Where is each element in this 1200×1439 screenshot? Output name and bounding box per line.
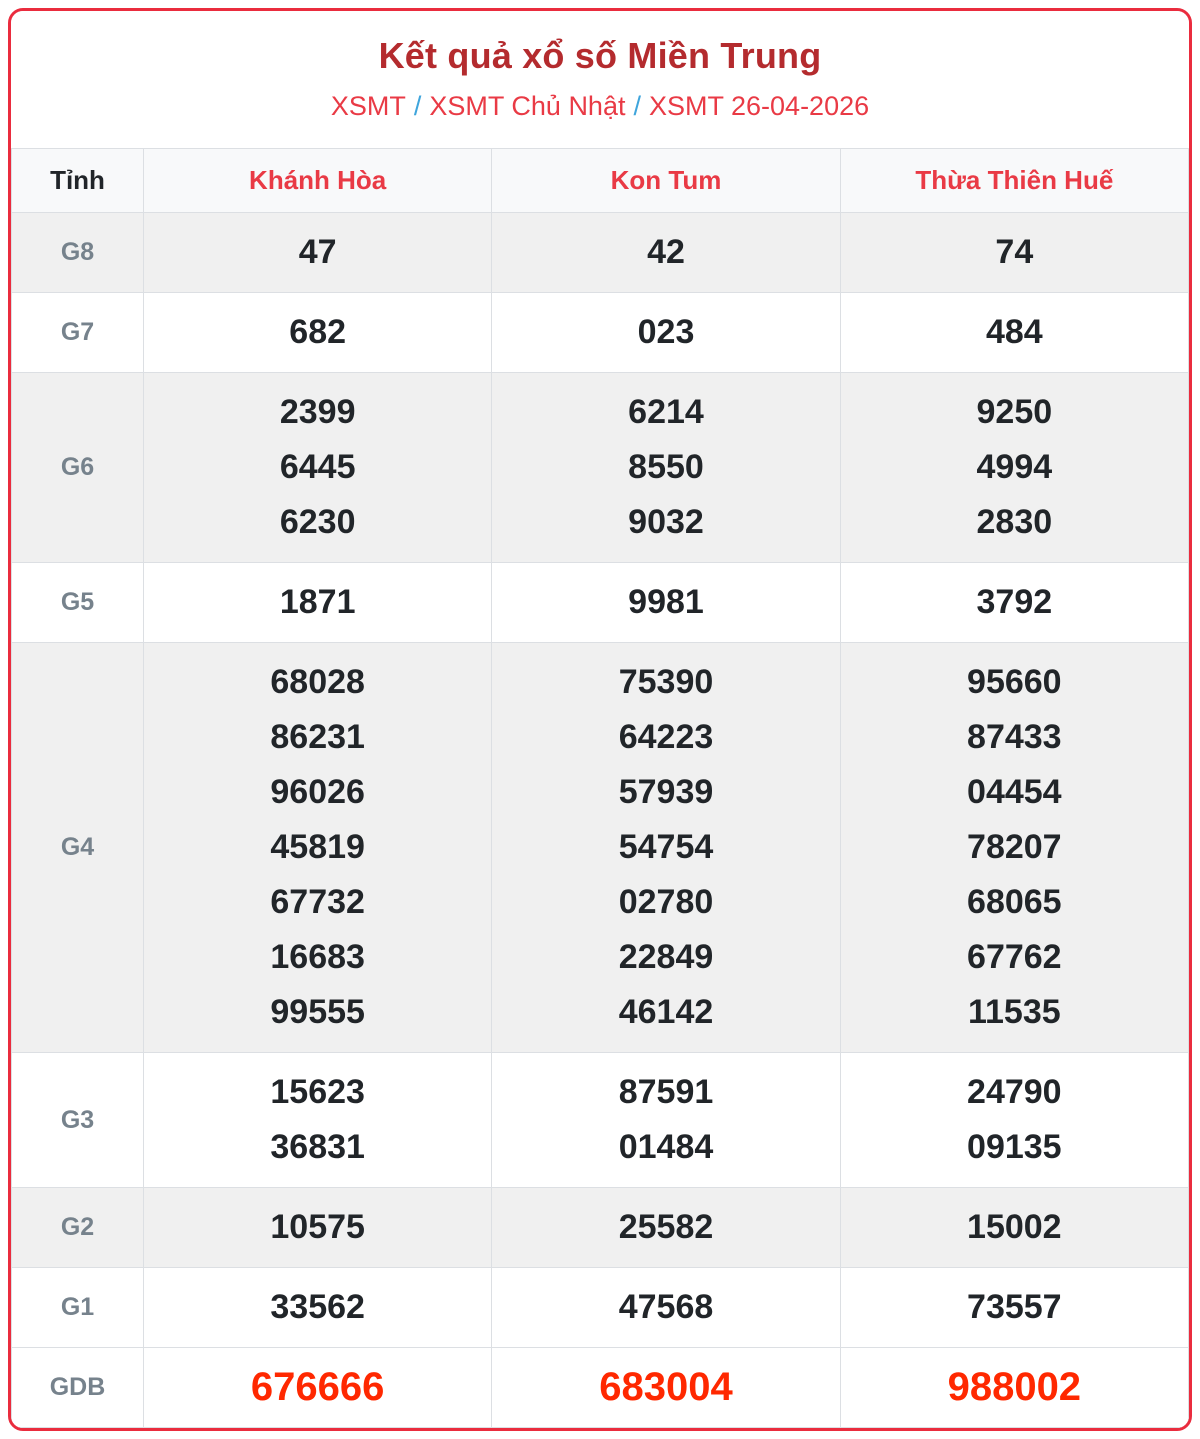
prize-label: GDB bbox=[12, 1348, 144, 1428]
result-number: 4994 bbox=[976, 448, 1053, 486]
result-cell bbox=[144, 1188, 492, 1268]
result-number: 023 bbox=[637, 313, 695, 351]
result-number: 87591 bbox=[618, 1073, 714, 1111]
result-cell bbox=[492, 643, 840, 1053]
result-number: 682 bbox=[289, 313, 347, 351]
result-number: 86231 bbox=[270, 718, 365, 756]
result-number: 47568 bbox=[618, 1288, 714, 1326]
breadcrumb-link-xsmt-weekday[interactable]: XSMT Chủ Nhật bbox=[429, 91, 626, 121]
prize-label: G8 bbox=[12, 213, 144, 293]
result-number: 04454 bbox=[967, 773, 1062, 811]
result-number: 78207 bbox=[967, 828, 1062, 866]
result-cell bbox=[144, 1268, 492, 1348]
result-cell bbox=[144, 213, 492, 293]
result-number: 3792 bbox=[976, 583, 1053, 621]
result-number: 11535 bbox=[967, 993, 1061, 1031]
result-number: 67762 bbox=[967, 938, 1062, 976]
result-number: 73557 bbox=[967, 1288, 1062, 1326]
breadcrumb-separator: / bbox=[413, 91, 422, 121]
result-cell bbox=[492, 1188, 840, 1268]
result-number: 01484 bbox=[618, 1128, 714, 1166]
result-cell bbox=[144, 643, 492, 1053]
result-number: 33562 bbox=[270, 1288, 365, 1326]
breadcrumb-separator: / bbox=[633, 91, 641, 121]
result-number: 57939 bbox=[618, 773, 714, 811]
result-number: 10575 bbox=[270, 1208, 365, 1246]
result-number: 2830 bbox=[976, 503, 1053, 541]
results-body bbox=[12, 213, 1189, 1428]
result-number: 16683 bbox=[270, 938, 365, 976]
result-cell bbox=[492, 373, 840, 563]
result-number: 67732 bbox=[270, 883, 365, 921]
column-header-kon-tum[interactable]: Kon Tum bbox=[492, 149, 840, 213]
result-number: 6214 bbox=[628, 393, 704, 431]
breadcrumb-link-xsmt-date[interactable]: XSMT 26-04-2026 bbox=[649, 91, 870, 121]
result-number: 8550 bbox=[628, 448, 704, 486]
result-number: 99555 bbox=[270, 993, 365, 1031]
prize-row-g4 bbox=[12, 643, 1189, 1053]
result-number: 75390 bbox=[618, 663, 714, 701]
result-number: 09135 bbox=[967, 1128, 1062, 1166]
result-number: 42 bbox=[647, 233, 685, 271]
prize-label: G1 bbox=[12, 1268, 144, 1348]
lottery-results-card bbox=[8, 8, 1192, 1431]
result-number: 6445 bbox=[279, 448, 356, 486]
prize-row-g5 bbox=[12, 563, 1189, 643]
result-number: 683004 bbox=[599, 1365, 733, 1409]
result-number: 36831 bbox=[270, 1128, 365, 1166]
prize-row-gdb bbox=[12, 1348, 1189, 1428]
result-number: 24790 bbox=[967, 1073, 1062, 1111]
result-cell bbox=[840, 373, 1188, 563]
result-number: 484 bbox=[985, 313, 1043, 351]
result-cell bbox=[144, 563, 492, 643]
result-cell bbox=[840, 293, 1188, 373]
result-number: 15623 bbox=[270, 1073, 365, 1111]
prize-label: G7 bbox=[12, 293, 144, 373]
result-cell bbox=[144, 373, 492, 563]
result-number: 87433 bbox=[967, 718, 1062, 756]
result-cell bbox=[840, 1348, 1188, 1428]
page-title: Kết quả xổ số Miền Trung bbox=[378, 35, 822, 76]
result-number: 54754 bbox=[618, 828, 714, 866]
table-header-row bbox=[12, 149, 1189, 213]
result-number: 96026 bbox=[270, 773, 365, 811]
result-cell bbox=[840, 643, 1188, 1053]
card-header bbox=[11, 11, 1189, 148]
result-number: 95660 bbox=[967, 663, 1062, 701]
prize-row-g3 bbox=[12, 1053, 1189, 1188]
prize-row-g8 bbox=[12, 213, 1189, 293]
results-table bbox=[11, 148, 1189, 1428]
result-number: 6230 bbox=[279, 503, 356, 541]
result-cell bbox=[840, 1053, 1188, 1188]
result-cell bbox=[492, 1348, 840, 1428]
result-number: 15002 bbox=[967, 1208, 1062, 1246]
result-cell bbox=[840, 563, 1188, 643]
result-number: 46142 bbox=[618, 993, 714, 1031]
result-cell bbox=[492, 293, 840, 373]
prize-label: G4 bbox=[12, 643, 144, 1053]
column-header-khanh-hoa[interactable]: Khánh Hòa bbox=[144, 149, 492, 213]
result-number: 22849 bbox=[618, 938, 714, 976]
prize-row-g2 bbox=[12, 1188, 1189, 1268]
result-number: 2399 bbox=[279, 393, 356, 431]
result-number: 1871 bbox=[279, 583, 356, 621]
prize-row-g1 bbox=[12, 1268, 1189, 1348]
result-number: 9250 bbox=[976, 393, 1053, 431]
result-cell bbox=[840, 1188, 1188, 1268]
result-cell bbox=[492, 213, 840, 293]
result-number: 25582 bbox=[618, 1208, 714, 1246]
prize-label: G3 bbox=[12, 1053, 144, 1188]
result-cell bbox=[144, 1348, 492, 1428]
result-number: 988002 bbox=[947, 1365, 1082, 1409]
result-number: 68065 bbox=[967, 883, 1062, 921]
result-number: 9032 bbox=[628, 503, 704, 541]
result-number: 676666 bbox=[250, 1365, 385, 1409]
result-cell bbox=[492, 563, 840, 643]
result-cell bbox=[840, 1268, 1188, 1348]
prize-label: G2 bbox=[12, 1188, 144, 1268]
result-number: 02780 bbox=[618, 883, 714, 921]
result-number: 64223 bbox=[618, 718, 714, 756]
prize-row-g6 bbox=[12, 373, 1189, 563]
column-header-thua-thien-hue[interactable]: Thừa Thiên Huế bbox=[840, 149, 1188, 213]
result-cell bbox=[144, 1053, 492, 1188]
result-number: 47 bbox=[298, 233, 337, 271]
result-number: 9981 bbox=[628, 583, 704, 621]
breadcrumb bbox=[21, 91, 1179, 122]
result-number: 68028 bbox=[270, 663, 365, 701]
result-cell bbox=[840, 213, 1188, 293]
breadcrumb-link-xsmt[interactable]: XSMT bbox=[330, 91, 406, 121]
result-cell bbox=[144, 293, 492, 373]
prize-row-g7 bbox=[12, 293, 1189, 373]
result-number: 45819 bbox=[270, 828, 365, 866]
result-cell bbox=[492, 1268, 840, 1348]
column-header-province: Tỉnh bbox=[12, 149, 144, 213]
result-cell bbox=[492, 1053, 840, 1188]
result-number: 74 bbox=[995, 233, 1034, 271]
prize-label: G6 bbox=[12, 373, 144, 563]
prize-label: G5 bbox=[12, 563, 144, 643]
